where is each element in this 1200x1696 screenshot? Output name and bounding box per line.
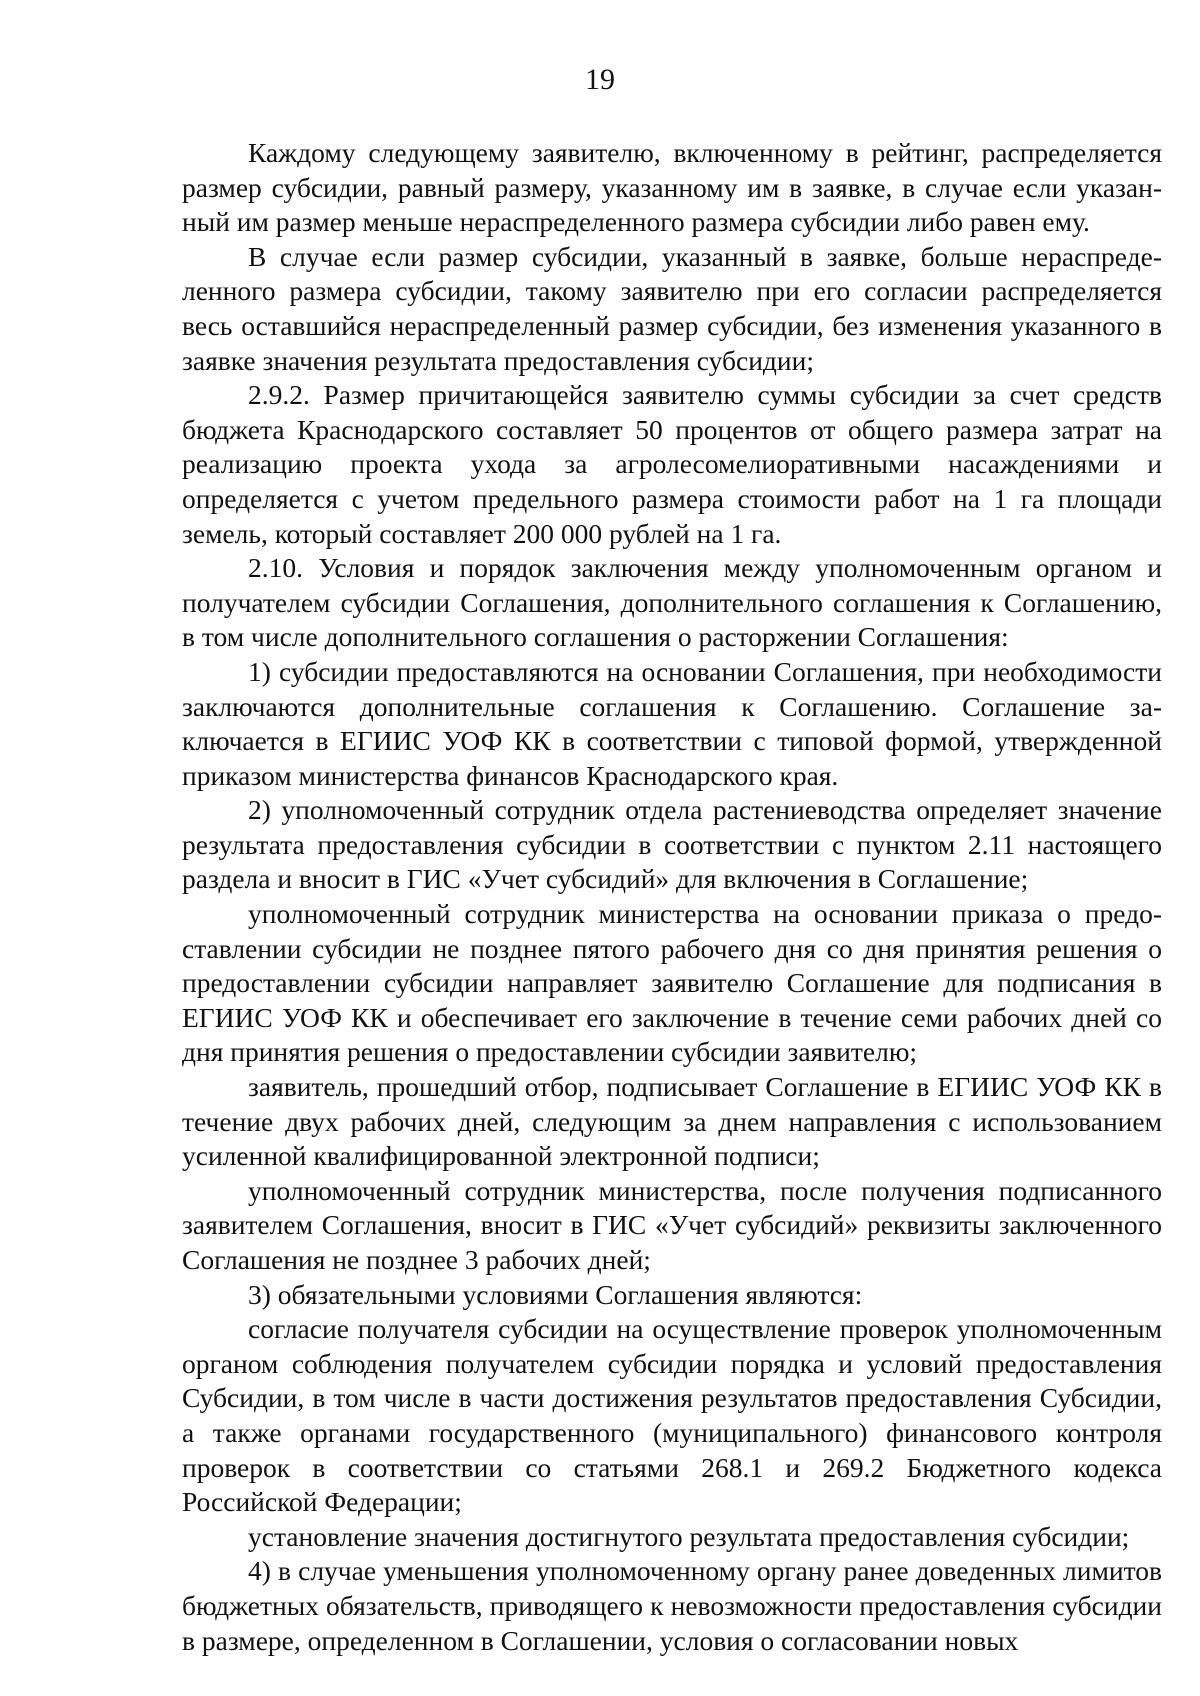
paragraph: 4) в случае уменьшения уполномоченному органу ранее доведенных лимитов бюджетных обязательств, приводящего к невозможности предоставления субсидии в размере, определенном в Соглашении, условия о согласовании новых [182,1555,1162,1656]
paragraph: 3) обязательными условиями Соглашения являются: [248,1278,863,1310]
body-text [182,136,1162,1658]
paragraph: В случае если размер субсидии, указанный в заявке, больше нераспределенного размера субсидии, такому заявителю при его согласии распределяется весь оставшийся нераспределенный размер субсидии, без изменения указанного в заявке значения результата предоставления субсидии; [182,240,1162,376]
paragraph: Каждому следующему заявителю, включенному в рейтинг, распределяется размер субсидии, равный размеру, указанному им в заявке, в случае если указанный им размер меньше нераспределенного размера субсидии либо равен ему. [182,137,1162,238]
page-number: 19 [585,63,615,96]
paragraph: 1) субсидии предоставляются на основании Соглашения, при необходимости заключаются дополнительные соглашения к Соглашению. Соглашение заключается в ЕГИИС УОФ КК в соответствии с типовой формой, утвержденной приказом министерства финансов Краснодарского края. [182,655,1162,791]
paragraph: уполномоченный сотрудник министерства, после получения подписанного заявителем Соглашения, вносит в ГИС «Учет субсидий» реквизиты заключенного Соглашения не позднее 3 рабочих дней; [182,1174,1162,1275]
paragraph: согласие получателя субсидии на осуществление проверок уполномоченным органом соблюдения получателем субсидии порядка и условий предоставления Субсидии, в том числе в части достижения результатов предоставления Субсидии, а также органами государственного (муниципального) финансового контроля проверок в соответствии со статьями 268.1 и 269.2 Бюджетного кодекса Российской Федерации; [182,1313,1162,1518]
paragraph: уполномоченный сотрудник министерства на основании приказа о предоставлении субсидии не позднее пятого рабочего дня со дня принятия решения о предоставлении субсидии направляет заявителю Соглашение для подписания в ЕГИИС УОФ КК и обеспечивает его заключение в течение семи рабочих дней со дня принятия решения о предоставлении субсидии заявителю; [182,898,1162,1068]
paragraph: заявитель, прошедший отбор, подписывает Соглашение в ЕГИИС УОФ КК в течение двух рабочих дней, следующим за днем направления с использованием усиленной квалифицированной электронной подписи; [182,1071,1162,1172]
paragraph: 2.10. Условия и порядок заключения между уполномоченным органом и получателем субсидии Соглашения, дополнительного соглашения к Соглашению, в том числе дополнительного соглашения о расторжении Соглашения: [182,552,1162,653]
paragraph: установление значения достигнутого результата предоставления субсидии; [248,1520,1130,1552]
paragraph: 2) уполномоченный сотрудник отдела растениеводства определяет значение результата предоставления субсидии в соответствии с пунктом 2.11 настоящего раздела и вносит в ГИС «Учет субсидий» для включения в Соглашение; [182,794,1162,895]
paragraph: 2.9.2. Размер причитающейся заявителю суммы субсидии за счет средств бюджета Краснодарского составляет 50 процентов от общего размера затрат на реализацию проекта ухода за агролесомелиоративными насаждениями и определяется с учетом предельного размера стоимости работ на 1 га площади земель, который составляет 200 000 рублей на 1 га. [182,379,1162,549]
